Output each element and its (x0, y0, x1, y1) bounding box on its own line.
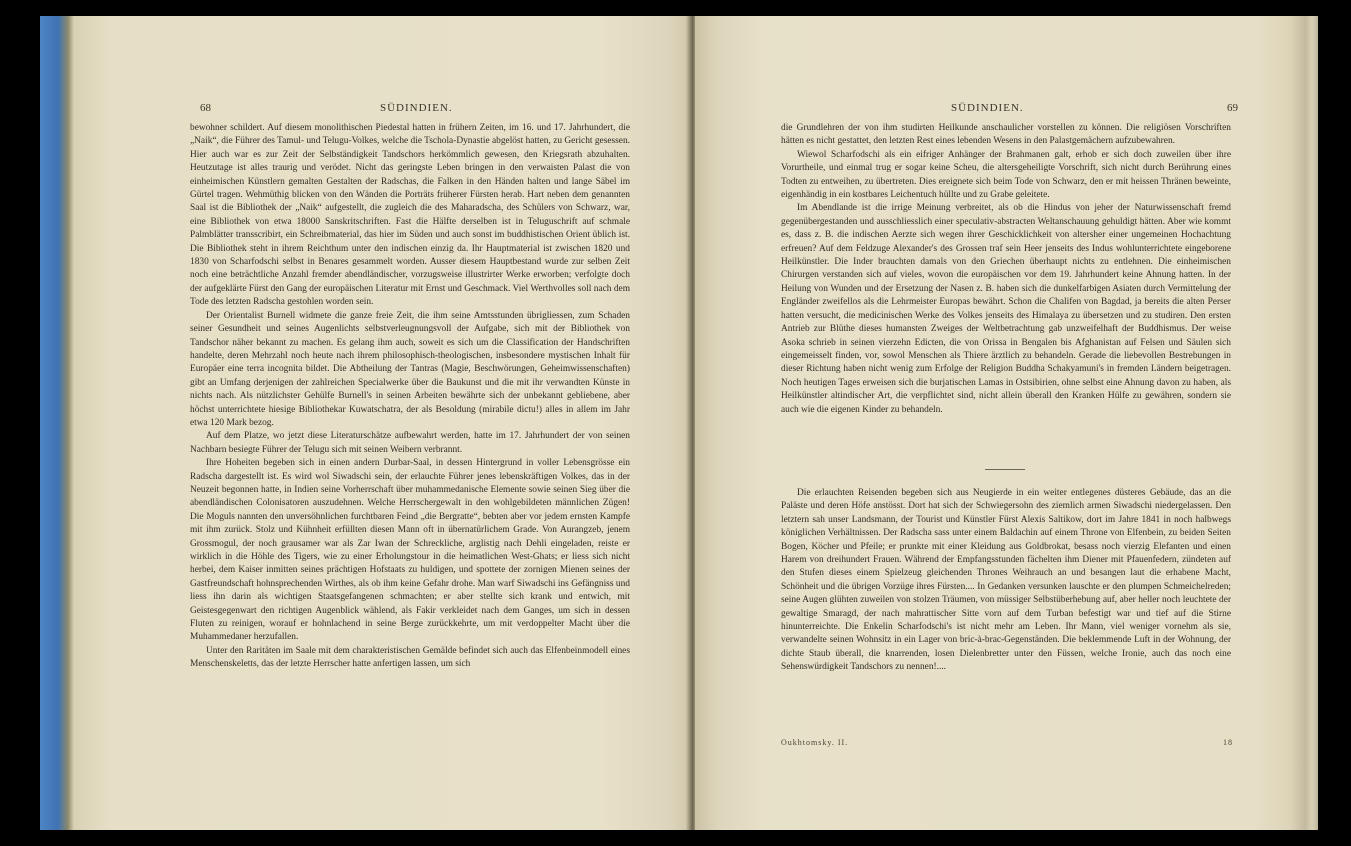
page-number-left: 68 (200, 102, 211, 114)
section-separator (985, 469, 1025, 470)
paragraph: Wiewol Scharfodschi als ein eifriger Anhänger der Brahmanen galt, erhob er sich doch zuweilen über ihre Vorurtheile, und einmal trug er sogar keine Scheu, die altersgeheiligte Vorschrift, sich nicht durch Berührung eines Todten zu entweihen, zu übertreten. Dies ereignete sich beim Tode von Schwarz, den er mit heissen Thränen beweinte, eigenhändig in ein kostbares Leichentuch hüllte und zu Grabe geleitete. (781, 149, 1231, 201)
left-page (40, 16, 690, 830)
running-head-left: SÜDINDIEN. (380, 102, 453, 114)
page-number-right: 69 (1227, 102, 1238, 114)
left-page-body (190, 122, 630, 672)
paragraph: bewohner schildert. Auf diesem monolithischen Piedestal hatten in frühern Zeiten, im 16. und 17. Jahrhundert, die „Naik“, die Führer des Tamul- und Telugu-Volkes, welche die Tschola-Dynastie abgelöst hatten, zu Gericht gesessen. Hier auch war es zur Zeit der Selbständigkeit Tandschors herkömmlich gewesen, den Kriegsrath abzuhalten. Heutzutage ist alles traurig und verödet. Nicht das geringste Leben bringen in den verwaisten Palast die von einheimischen Künstlern gemalten Gestalten der Radschas, die Falken in den Händen halten und lange Säbel im Gürtel tragen. Wehmüthig blicken von den Wänden die Porträts früherer Fürsten herab. Hart neben dem genannten Saal ist die Bibliothek der „Naik“ aufgestellt, die zugleich die des Maharadscha, des Schülers von Schwarz, war, eine Bibliothek von etwa 18000 Sanskritschriften. Fast die Hälfte derselben ist in Teluguschrift auf schmale Palmblätter transscribirt, ein Schreibmaterial, das hier im Süden und auch sonst im buddhistischen Orient üblich ist. Die Bibliothek steht in ihrem Reichthum unter den indischen einzig da. Ihr Hauptmaterial ist zwischen 1820 und 1830 von Scharfodschi selbst in Benares gesammelt worden. Ausser diesem Hauptbestand wurde zur selben Zeit noch eine beträchtliche Anzahl fremder abendländischer, vorzugsweise illustrirter Werke erworben; verfolgte doch der aufgeklärte Fürst den Gang der europäischen Literatur mit Ernst und Geschmack. Viel Werthvolles soll nach dem Tode des letzten Radscha gestohlen worden sein. (190, 123, 630, 308)
footer-sheet-number: 18 (1223, 738, 1233, 747)
paragraph: Unter den Raritäten im Saale mit dem charakteristischen Gemälde befindet sich auch das Elfenbeinmodell eines Menschenskeletts, das der letzte Herrscher hatte anfertigen lassen, um sich (190, 645, 630, 670)
paragraph: Die erlauchten Reisenden begeben sich aus Neugierde in ein weiter entlegenes düsteres Gebäude, das an die Paläste und deren Höfe anstösst. Dort hat sich der Schwiegersohn des ziemlich armen Siwadschi niedergelassen. Den letztern sah unser Landsmann, der Tourist und Künstler Fürst Alexis Saltikow, dort im Jahre 1841 in noch halbwegs königlichen Verhältnissen. Der Radscha sass unter einem Baldachin auf einem Throne von Elfenbein, zu beiden Seiten Bogen, Köcher und Pfeile; er prunkte mit einer Kleidung aus Goldbrokat, besass noch vierzig Elefanten und einen Harem von dreihundert Frauen. Während der Empfangsstunden fächelten ihm Diener mit Pfauenfedern, zündeten auf den Stufen dieses einem Spielzeug gleichenden Thrones Weihrauch an und besangen laut die erhabene Macht, Schönheit und die übrigen Vorzüge ihres Fürsten.... In Gedanken versunken lauschte er den plumpen Schmeichelreden; seine Augen glühten zuweilen von stolzen Träumen, von müssiger Selbstüberhebung auf, aber heller noch leuchtete der gewaltige Smaragd, der nach mahrattischer Sitte vorn auf dem Turban befestigt war und tief auf die Stirne hinunterreichte. Die Enkelin Scharfodschi's ist nicht mehr am Leben. Ihr Mann, viel weniger vornehm als sie, verwandelte seinen Wohnsitz in ein Lager von bric-à-brac-Gegenständen. Die beklemmende Luft in der Wohnung, der dichte Staub überall, die knarrenden, losen Dielenbretter unter den Füssen, welche Ironie, auch das noch eine Sehenswürdigkeit Tandschors zu nennen!.... (781, 488, 1231, 673)
right-page (695, 16, 1318, 830)
paragraph: Auf dem Platze, wo jetzt diese Literaturschätze aufbewahrt werden, hatte im 17. Jahrhundert der von seinen Nachbarn besiegte Führer der Telugu sich mit seinen Weibern verbrannt. (190, 431, 630, 455)
paragraph: Ihre Hoheiten begeben sich in einen andern Durbar-Saal, in dessen Hintergrund in voller Lebensgrösse ein Radscha dargestellt ist. Es wird wol Siwadschi sein, der erlauchte Führer jenes lebenskräftigen Volkes, das in der Neuzeit begonnen hatte, in Indien seine Vorherrschaft über muhammedanische Elemente sowie seinen Sieg über die abendländischen Colonisatoren auszudehnen. Welche Herrschergewalt in den wohlgebildeten männlichen Zügen! Die Moguls nannten den unversöhnlichen furchtbaren Feind „die Bergratte“, bebten aber vor jedem ernsten Kampfe mit ihm zurück. Stolz und Kühnheit erfüllten diesen Mann oft in übernatürlichem Grade. Von Aurangzeb, jenem Grossmogul, der noch grausamer war als Zar Iwan der Schreckliche, arglistig nach Dehli eingeladen, reiste er wirklich in die Höhle des Tigers, wie zu einer Erholungstour in die heimatlichen West-Ghats; er liess sich nicht herbei, dem Kaiser inmitten seines prächtigen Hofstaats zu huldigen, und spottete der zornigen Mienen seines der Gastfreundschaft hohnsprechenden Wirthes, als ob ihm keine Gefahr drohe. Man warf Siwadschi ins Gefängniss und liess ihn darin als wichtigen Staatsgefangenen schmachten; er aber stellte sich krank und entwich, mit Geistesgegenwart den richtigen Augenblick wählend, als Fakir verkleidet nach dem Ganges, um sich in dessen Fluten zu reinigen, worauf er hohnlachend in seine Berge zurückkehrte, um mit verdoppelter Macht über die Muhammedaner herzufallen. (190, 458, 630, 643)
paragraph: Im Abendlande ist die irrige Meinung verbreitet, als ob die Hindus von jeher der Naturwissenschaft fremd gegenübergestanden und ausschliesslich einer speculativ-abstracten Weltanschauung gehuldigt hätten. Aber wie kommt es, dass z. B. die indischen Aerzte sich wegen ihrer Geschicklichkeit von altersher einer ungemeinen Hochachtung erfreuen? Auf dem Feldzuge Alexander's des Grossen traf sein Heer jenseits des Indus wohlunterrichtete eingeborene Heilkünstler. Die Inder brauchten damals von den Griechen überhaupt nichts zu entlehnen. Die einheimischen Chirurgen verstanden sich auf vieles, wovon die europäischen vor dem 19. Jahrhundert keine Ahnung hatten. In der Heilung von Wunden und der Ersetzung der Nasen z. B. haben sich die dunkelfarbigen Asiaten durch Vermittelung der Engländer zweifellos als die Lehrmeister Europas bewährt. Schon die Chalifen von Bagdad, ja bereits die alten Perser hatten versucht, die medicinischen Werke des Volkes jenseits des Himalaya zu übersetzen und zu studiren. Den ersten Antrieb zur Blüthe dieses humansten Zweiges der Weltbetrachtung gab unzweifelhaft der Buddhismus. Der weise Asoka schrieb in seinen vierzehn Edicten, die von Orissa in Bengalen bis Afghanistan auf Felsen und Säulen sich eingemeisselt finden, vor, sowol Menschen als Thiere ärztlich zu behandeln. Gerade die liebevollen Bestrebungen in dieser Richtung haben nicht wenig zum Erfolge der Religion Buddha Schakyamuni's in fremden Ländern beigetragen. Noch heutigen Tages erweisen sich die burjatischen Lamas in Ostsibirien, ohne selbst eine Ahnung davon zu haben, als Heilkünstler altindischer Art, die verpflichtet sind, nicht allein überall den Kranken Hülfe zu gewähren, sondern sie auch wie die eigenen Kinder zu behandeln. (781, 203, 1231, 415)
footer-signature: Oukhtomsky. II. (781, 738, 849, 747)
right-page-body-bottom (781, 487, 1231, 675)
running-head-right: SÜDINDIEN. (951, 102, 1024, 114)
open-book (40, 16, 1318, 830)
right-page-body-top (781, 122, 1231, 417)
paragraph: Der Orientalist Burnell widmete die ganze freie Zeit, die ihm seine Amtsstunden übrigliessen, zum Schaden seiner Gesundheit und seines Augenlichts selbstverleugnungsvoll der Aufgabe, sich mit der Bibliothek von Tandschor näher bekannt zu machen. Es gelang ihm auch, soweit es sich um die Classification der Handschriften handelte, deren Mehrzahl noch heute nach ihrem philosophisch-theologischen, insbesondere mystischen Inhalt für Europäer eine terra incognita bildet. Die Abtheilung der Tantras (Magie, Beschwörungen, Geheimwissenschaften) gibt an Umfang derjenigen der zahlreichen Specialwerke über die Baukunst und die mit ihr verwandten Künste in nichts nach. Als nützlichster Gehülfe Burnell's in seinen Arbeiten bewährte sich der unbekannt gebliebene, aber höchst unterrichtete hiesige Bibliothekar Kuwatschatra, der als Besoldung (mirabile dictu!) alles in allem im Jahr etwa 120 Mark bezog. (190, 310, 630, 428)
paragraph: die Grundlehren der von ihm studirten Heilkunde anschaulicher vorstellen zu können. Die religiösen Vorschriften hätten es nicht gestattet, den letzten Rest eines lebenden Wesens in den Palastgemächern aufzubewahren. (781, 123, 1231, 147)
